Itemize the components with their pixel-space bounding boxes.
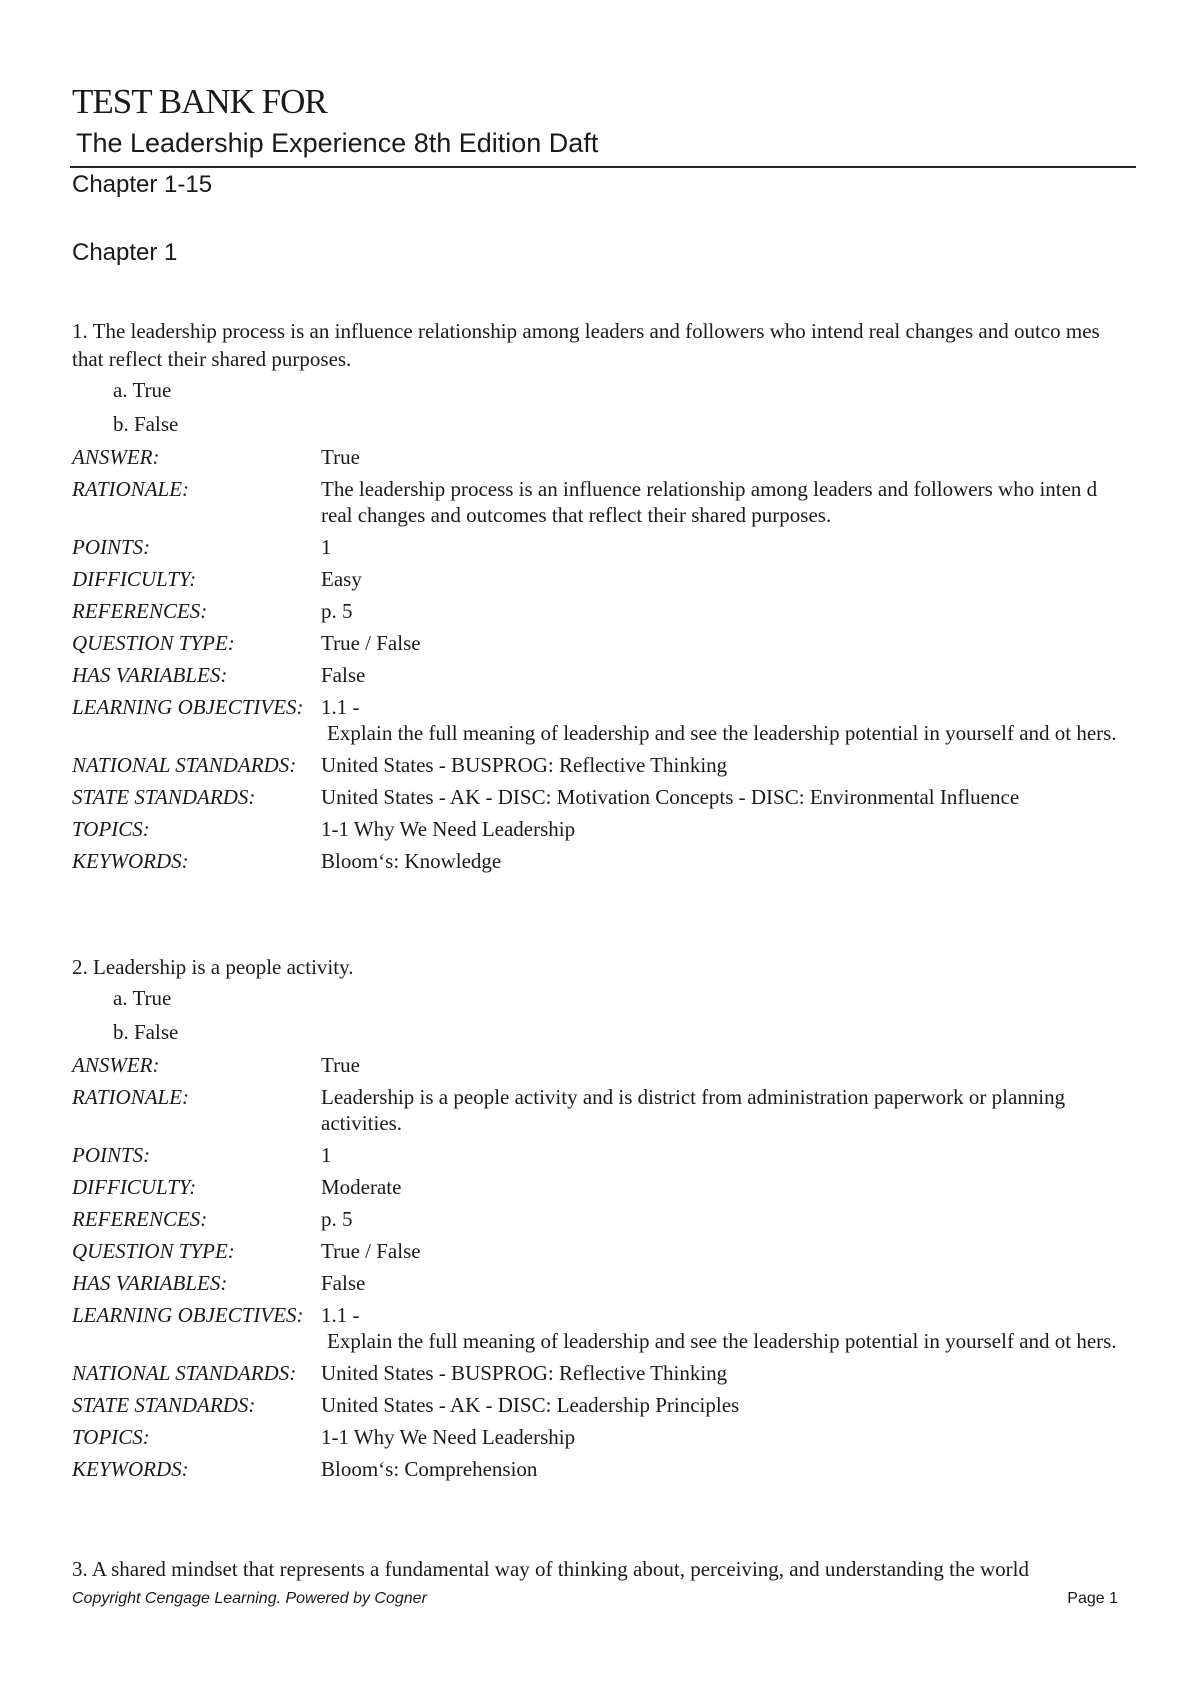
answer-label: ANSWER:	[72, 1053, 160, 1077]
references-value: p. 5	[321, 599, 353, 623]
question-type-value: True / False	[321, 1239, 421, 1263]
topics-value: 1-1 Why We Need Leadership	[321, 817, 576, 841]
topics-label: TOPICS:	[72, 1425, 150, 1449]
header-rule	[70, 166, 1136, 168]
difficulty-value: Easy	[321, 567, 362, 591]
national-standards-label: NATIONAL STANDARDS:	[72, 1361, 297, 1385]
rationale-label: RATIONALE:	[72, 477, 190, 501]
has-variables-value: False	[321, 1271, 366, 1295]
learning-objectives-value	[321, 1299, 1132, 1357]
rationale-value: Leadership is a people activity and is district from administration paperwork or planning activities.	[321, 1085, 1066, 1135]
state-standards-label: STATE STANDARDS:	[72, 1393, 256, 1417]
keywords-value: Bloom‘s: Knowledge	[321, 849, 502, 873]
learning-objectives-text: Explain the full meaning of leadership and see the leadership potential in yourself and ot hers.	[327, 721, 1117, 745]
topics-value: 1-1 Why We Need Leadership	[321, 1425, 576, 1449]
learning-objectives-code: 1.1 -	[321, 695, 360, 719]
question-metadata	[72, 1049, 1132, 1485]
state-standards-value: United States - AK - DISC: Motivation Concepts - DISC: Environmental Influence	[321, 785, 1020, 809]
references-label: REFERENCES:	[72, 1207, 208, 1231]
question-stem: 2. Leadership is a people activity.	[72, 955, 354, 979]
question-type-value: True / False	[321, 631, 421, 655]
difficulty-label: DIFFICULTY:	[72, 1175, 197, 1199]
option-b: b. False	[113, 412, 179, 436]
question-2	[72, 953, 1132, 1485]
rationale-value: The leadership process is an influence relationship among leaders and followers who inten d real changes and outcomes that reflect their shared purposes.	[321, 477, 1098, 527]
learning-objectives-label: LEARNING OBJECTIVES:	[72, 1303, 304, 1327]
footer-page-number: Page 1	[1067, 1590, 1118, 1607]
question-metadata	[72, 441, 1132, 877]
keywords-value: Bloom‘s: Comprehension	[321, 1457, 538, 1481]
topics-label: TOPICS:	[72, 817, 150, 841]
points-value: 1	[321, 1143, 332, 1167]
difficulty-value: Moderate	[321, 1175, 402, 1199]
difficulty-label: DIFFICULTY:	[72, 567, 197, 591]
references-value: p. 5	[321, 1207, 353, 1231]
option-a: a. True	[113, 986, 172, 1010]
references-label: REFERENCES:	[72, 599, 208, 623]
answer-label: ANSWER:	[72, 445, 160, 469]
answer-value: True	[321, 445, 360, 469]
keywords-label: KEYWORDS:	[72, 1457, 189, 1481]
option-a: a. True	[113, 378, 172, 402]
national-standards-value: United States - BUSPROG: Reflective Thinking	[321, 753, 728, 777]
chapter-heading: Chapter 1	[72, 239, 178, 266]
question-1	[72, 317, 1132, 877]
points-label: POINTS:	[72, 535, 151, 559]
question-3-stem: 3. A shared mindset that represents a fundamental way of thinking about, perceiving, and understanding the world	[72, 1557, 1030, 1581]
national-standards-value: United States - BUSPROG: Reflective Thinking	[321, 1361, 728, 1385]
learning-objectives-label: LEARNING OBJECTIVES:	[72, 695, 304, 719]
document-title: TEST BANK FOR	[72, 82, 327, 121]
learning-objectives-value	[321, 691, 1132, 749]
document-subtitle: The Leadership Experience 8th Edition Daft	[76, 128, 599, 158]
points-value: 1	[321, 535, 332, 559]
answer-value: True	[321, 1053, 360, 1077]
chapter-range: Chapter 1-15	[72, 171, 213, 198]
keywords-label: KEYWORDS:	[72, 849, 189, 873]
question-stem: 1. The leadership process is an influence relationship among leaders and followers who intend real changes and outco mes that reflect their shared purposes.	[72, 319, 1100, 371]
national-standards-label: NATIONAL STANDARDS:	[72, 753, 297, 777]
learning-objectives-text: Explain the full meaning of leadership and see the leadership potential in yourself and ot hers.	[327, 1329, 1117, 1353]
state-standards-label: STATE STANDARDS:	[72, 785, 256, 809]
question-type-label: QUESTION TYPE:	[72, 631, 235, 655]
has-variables-value: False	[321, 663, 366, 687]
has-variables-label: HAS VARIABLES:	[72, 1271, 228, 1295]
footer-copyright: Copyright Cengage Learning. Powered by Cogner	[72, 1590, 427, 1607]
question-type-label: QUESTION TYPE:	[72, 1239, 235, 1263]
option-b: b. False	[113, 1020, 179, 1044]
rationale-label: RATIONALE:	[72, 1085, 190, 1109]
state-standards-value: United States - AK - DISC: Leadership Principles	[321, 1393, 740, 1417]
has-variables-label: HAS VARIABLES:	[72, 663, 228, 687]
learning-objectives-code: 1.1 -	[321, 1303, 360, 1327]
points-label: POINTS:	[72, 1143, 151, 1167]
